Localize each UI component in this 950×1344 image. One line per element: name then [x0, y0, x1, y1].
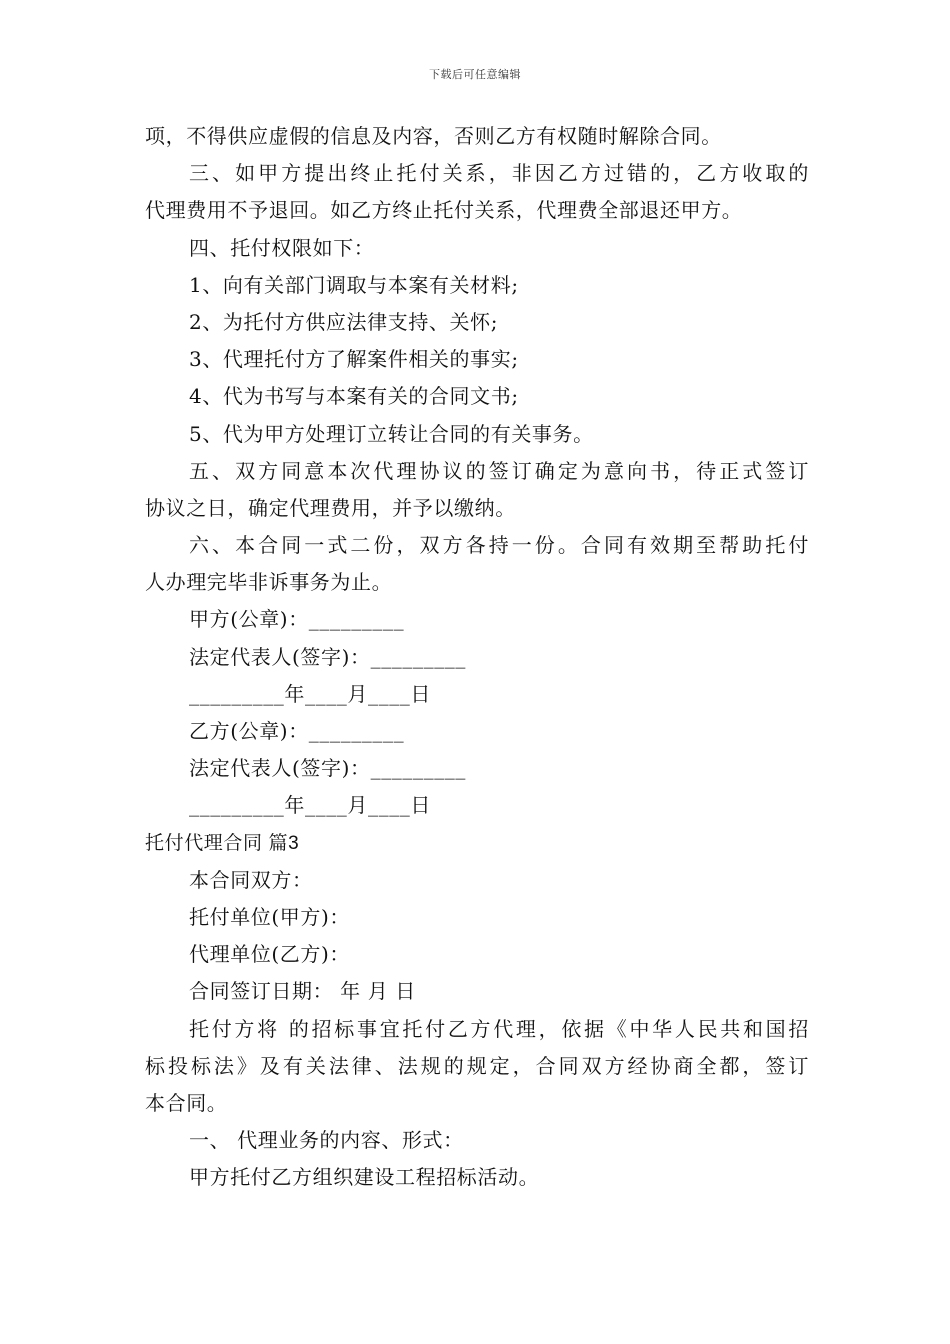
- paragraph-line: 标投标法》及有关法律、法规的规定，合同双方经协商全都，签订: [145, 1053, 809, 1078]
- paragraph-line: 本合同双方：: [189, 867, 313, 892]
- list-item: 5、代为甲方处理订立转让合同的有关事务。: [189, 421, 594, 446]
- list-item: 3、代理托付方了解案件相关的事实;: [189, 347, 519, 372]
- paragraph-line: 代理费用不予退回。如乙方终止托付关系，代理费全部退还甲方。: [145, 198, 743, 223]
- signature-field-party-b-representative: 法定代表人(签字)：_________: [189, 756, 467, 781]
- paragraph-line: 项，不得供应虚假的信息及内容，否则乙方有权随时解除合同。: [145, 124, 722, 148]
- signature-field-party-b-seal: 乙方(公章)：_________: [189, 719, 405, 743]
- signature-field-party-a-representative: 法定代表人(签字)：_________: [189, 644, 467, 669]
- paragraph-line: 四、托付权限如下：: [189, 235, 375, 260]
- paragraph-line: 五、双方同意本次代理协议的签订确定为意向书，待正式签订: [189, 458, 809, 483]
- paragraph-line: 代理单位(乙方)：: [189, 942, 351, 967]
- section-heading: 托付代理合同 篇3: [145, 832, 300, 854]
- paragraph-line: 本合同。: [145, 1090, 228, 1115]
- paragraph-line: 托付方将 的招标事宜托付乙方代理，依据《中华人民共和国招: [189, 1016, 809, 1041]
- list-item: 1、向有关部门调取与本案有关材料;: [189, 272, 519, 297]
- signature-field-party-a-date: _________年____月____日: [189, 681, 431, 706]
- page-header: 下载后可任意编辑: [429, 68, 521, 81]
- paragraph-line: 一、 代理业务的内容、形式：: [189, 1128, 464, 1153]
- paragraph-line: 甲方托付乙方组织建设工程招标活动。: [189, 1165, 540, 1190]
- signature-field-party-a-seal: 甲方(公章)：_________: [189, 607, 405, 632]
- document-body: [145, 118, 809, 1196]
- list-item: 4、代为书写与本案有关的合同文书;: [189, 384, 519, 409]
- list-item: 2、为托付方供应法律支持、关怀;: [189, 309, 499, 334]
- paragraph-line: 协议之日，确定代理费用，并予以缴纳。: [145, 495, 516, 520]
- paragraph-line: 合同签订日期： 年 月 日: [189, 979, 416, 1004]
- signature-field-party-b-date: _________年____月____日: [189, 793, 431, 818]
- paragraph-line: 人办理完毕非诉事务为止。: [145, 570, 393, 595]
- paragraph-line: 托付单位(甲方)：: [189, 904, 351, 929]
- paragraph-line: 六、本合同一式二份，双方各持一份。合同有效期至帮助托付: [189, 533, 809, 558]
- paragraph-line: 三、如甲方提出终止托付关系，非因乙方过错的，乙方收取的: [189, 161, 809, 186]
